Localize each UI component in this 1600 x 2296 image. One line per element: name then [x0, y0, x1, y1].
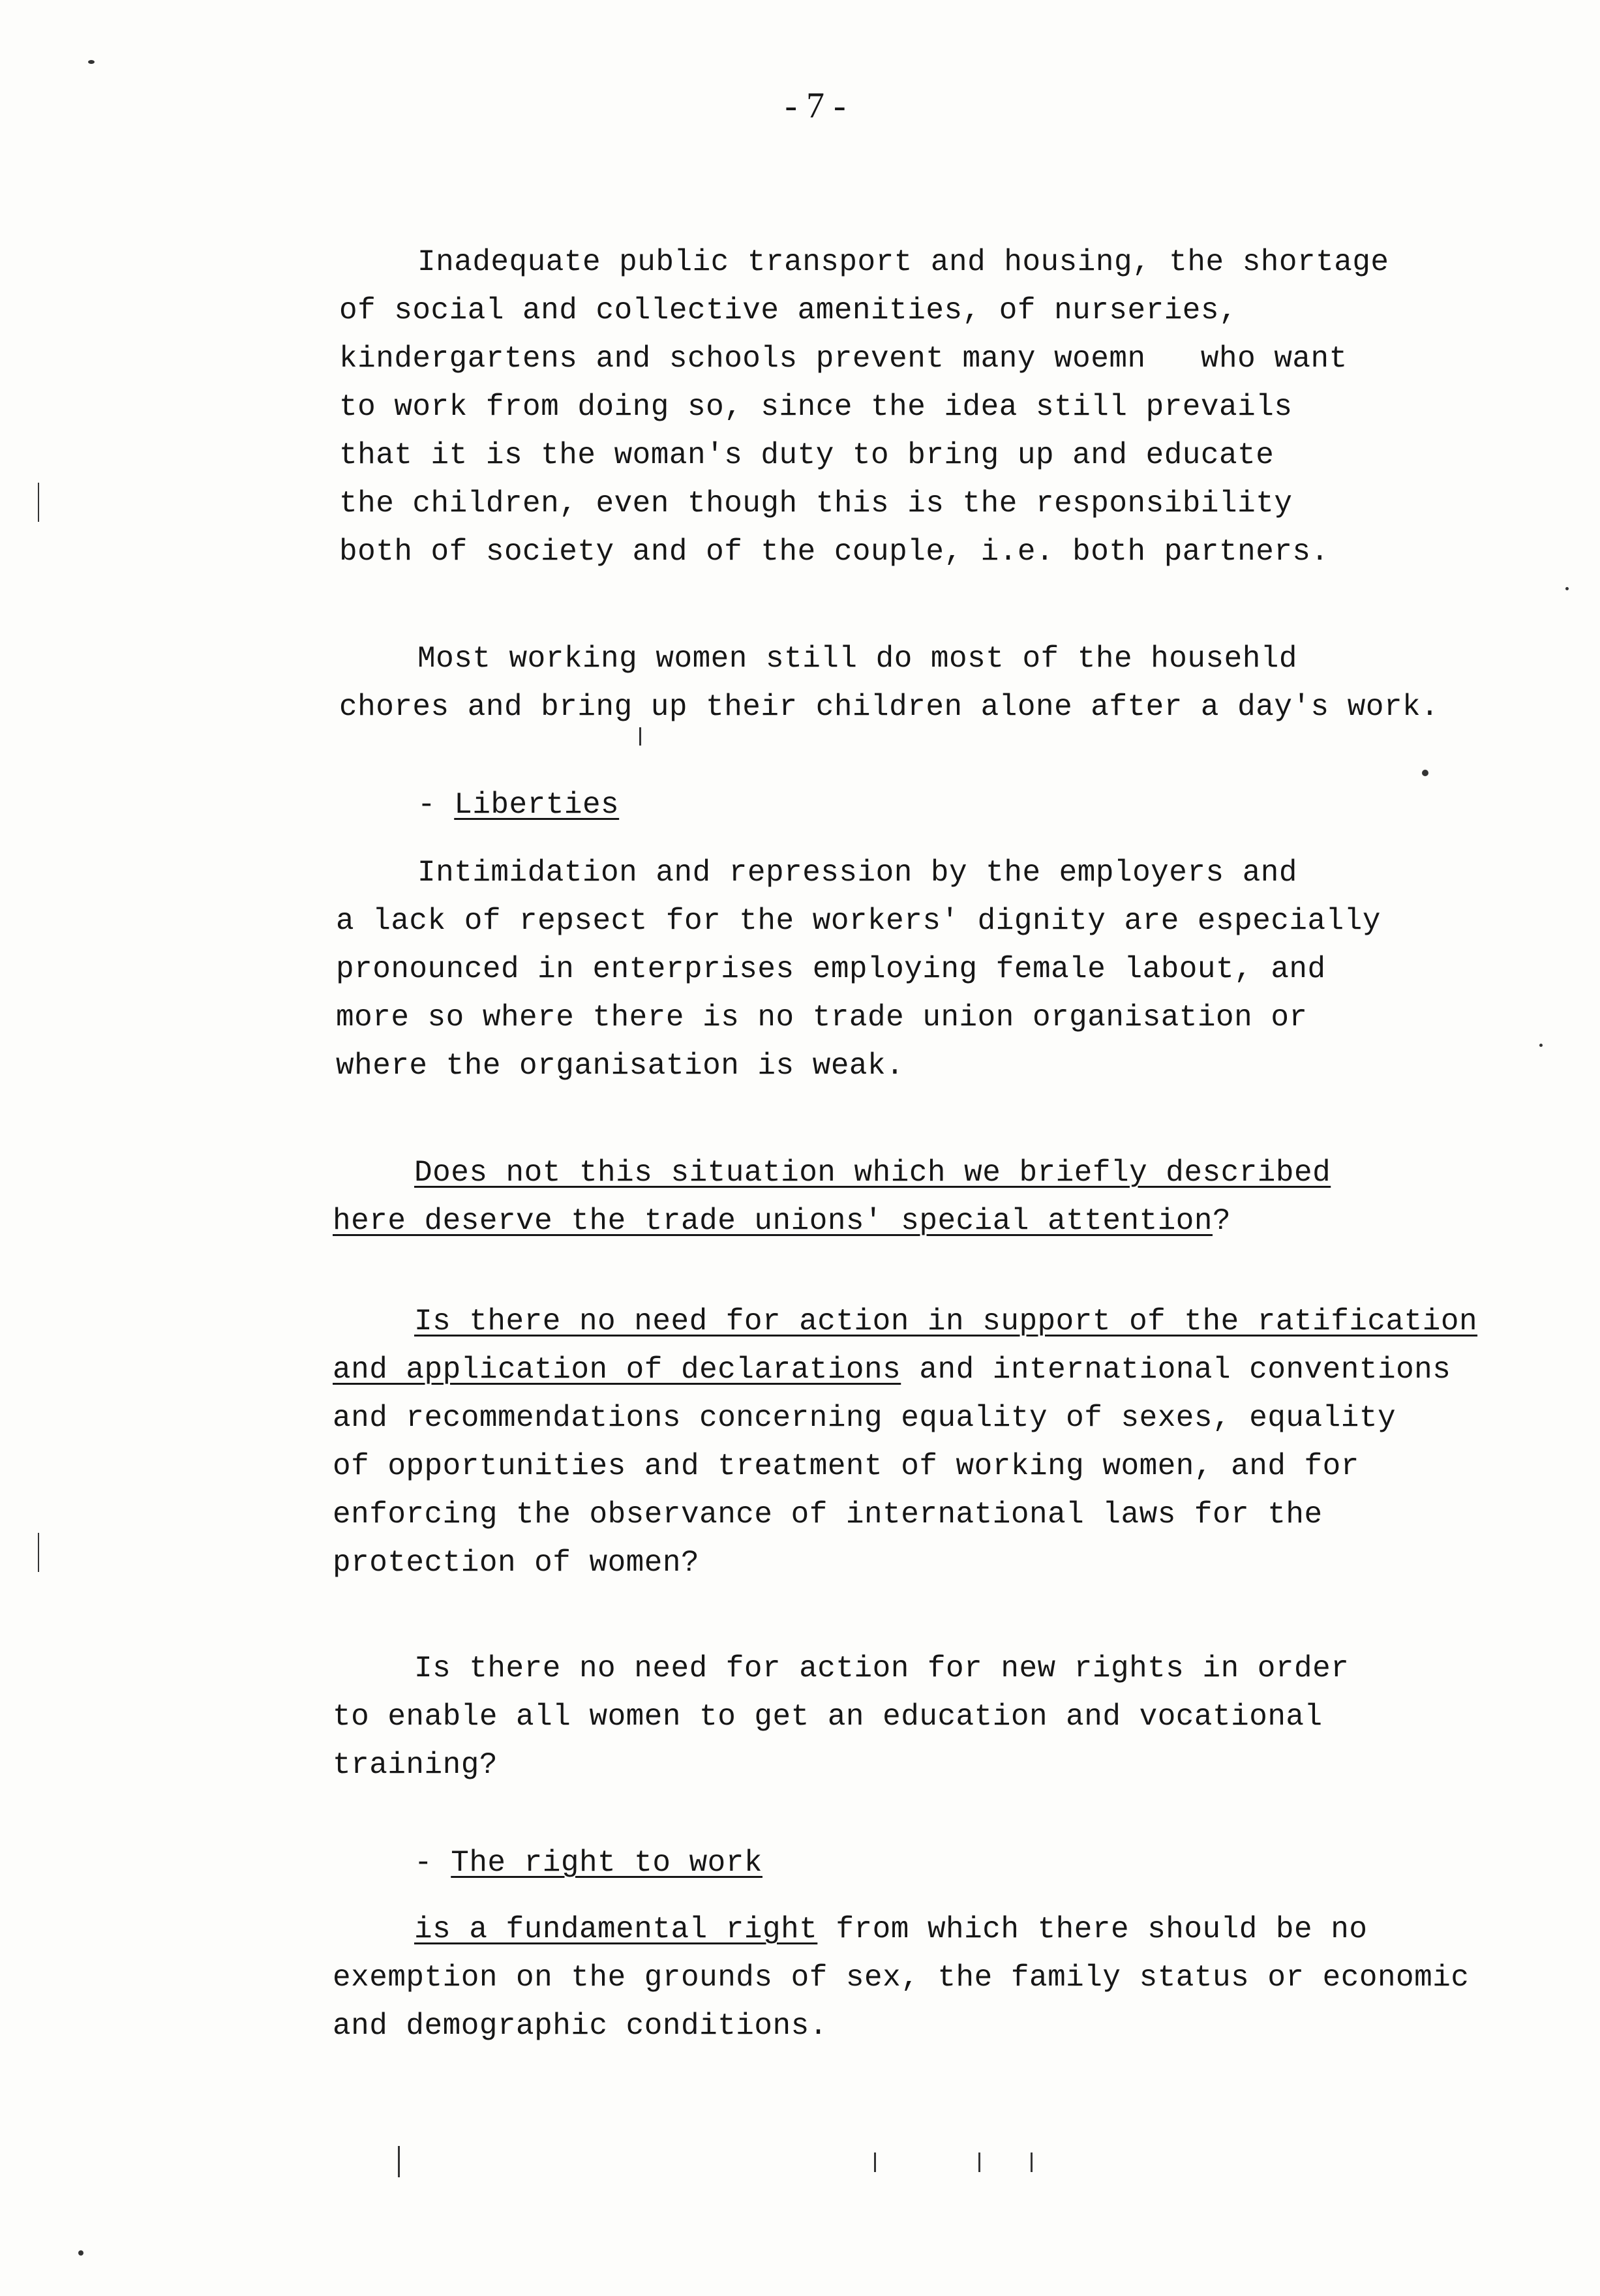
section-heading [417, 785, 619, 824]
underlined-phrase: is a fundamental right [414, 1912, 818, 1946]
text-line: both of society and of the couple, i.e. both partners. [339, 535, 1329, 569]
scan-speck [78, 2250, 83, 2256]
text-line: of opportunities and treatment of working women, and for [333, 1449, 1359, 1483]
heading-dash: - [417, 788, 455, 822]
text-line: Intimidation and repression by the employers and [417, 856, 1298, 890]
scan-mark [398, 2146, 400, 2177]
text-line: Is there no need for action for new rights in order [414, 1652, 1350, 1685]
heading-liberties: Liberties [454, 788, 620, 822]
text-line: and demographic conditions. [333, 2009, 828, 2043]
text-line: protection of women? [333, 1546, 700, 1580]
text-line: more so where there is no trade union organisation or [336, 1001, 1308, 1035]
text-line-underlined: Is there no need for action in support of the ratification [414, 1305, 1478, 1338]
text-line: chores and bring up their children alone after a day's work. [339, 690, 1440, 724]
scan-mark [38, 1533, 39, 1572]
scan-mark [38, 483, 39, 522]
line-tail: ? [1213, 1204, 1231, 1238]
heading-right-to-work: The right to work [451, 1846, 762, 1880]
scan-mark [1031, 2152, 1033, 2172]
scan-speck [1422, 770, 1428, 776]
underlined-phrase: here deserve the trade unions' special attention [333, 1204, 1213, 1238]
text-line: Inadequate public transport and housing, the shortage [417, 245, 1389, 279]
text-line: of social and collective amenities, of nurseries, [339, 294, 1238, 327]
text-line: enforcing the observance of international laws for the [333, 1498, 1323, 1532]
line-tail: from which there should be no [817, 1912, 1368, 1946]
scan-speck [1565, 587, 1569, 590]
line-tail: and international conventions [901, 1353, 1451, 1387]
underlined-phrase: and application of declarations [333, 1353, 901, 1387]
text-line: where the organisation is weak. [336, 1049, 905, 1083]
heading-dash: - [414, 1846, 451, 1880]
text-line: and recommendations concerning equality of sexes, equality [333, 1401, 1396, 1435]
text-line [333, 1201, 1231, 1241]
text-line: Most working women still do most of the househld [417, 642, 1298, 676]
text-line: pronounced in enterprises employing female labout, and [336, 952, 1326, 986]
text-line: kindergartens and schools prevent many woemn who want [339, 342, 1348, 376]
text-line [333, 1350, 1451, 1389]
scan-mark [874, 2152, 876, 2172]
text-line: the children, even though this is the responsibility [339, 487, 1293, 521]
text-line: that it is the woman's duty to bring up and educate [339, 438, 1275, 472]
text-line [414, 1910, 1367, 1949]
text-line: training? [333, 1748, 498, 1782]
scan-speck [1539, 1044, 1543, 1047]
section-heading [414, 1843, 762, 1882]
text-line: exemption on the grounds of sex, the family status or economic [333, 1961, 1470, 1995]
text-line: a lack of repsect for the workers' dignity are especially [336, 904, 1381, 938]
scan-speck [88, 60, 95, 64]
scan-mark [639, 727, 641, 746]
text-line: to work from doing so, since the idea still prevails [339, 390, 1293, 424]
text-line-underlined: Does not this situation which we briefly described [414, 1156, 1331, 1190]
page-number: - 7 - [785, 85, 846, 126]
scan-mark [978, 2152, 980, 2172]
text-line: to enable all women to get an education and vocational [333, 1700, 1323, 1734]
